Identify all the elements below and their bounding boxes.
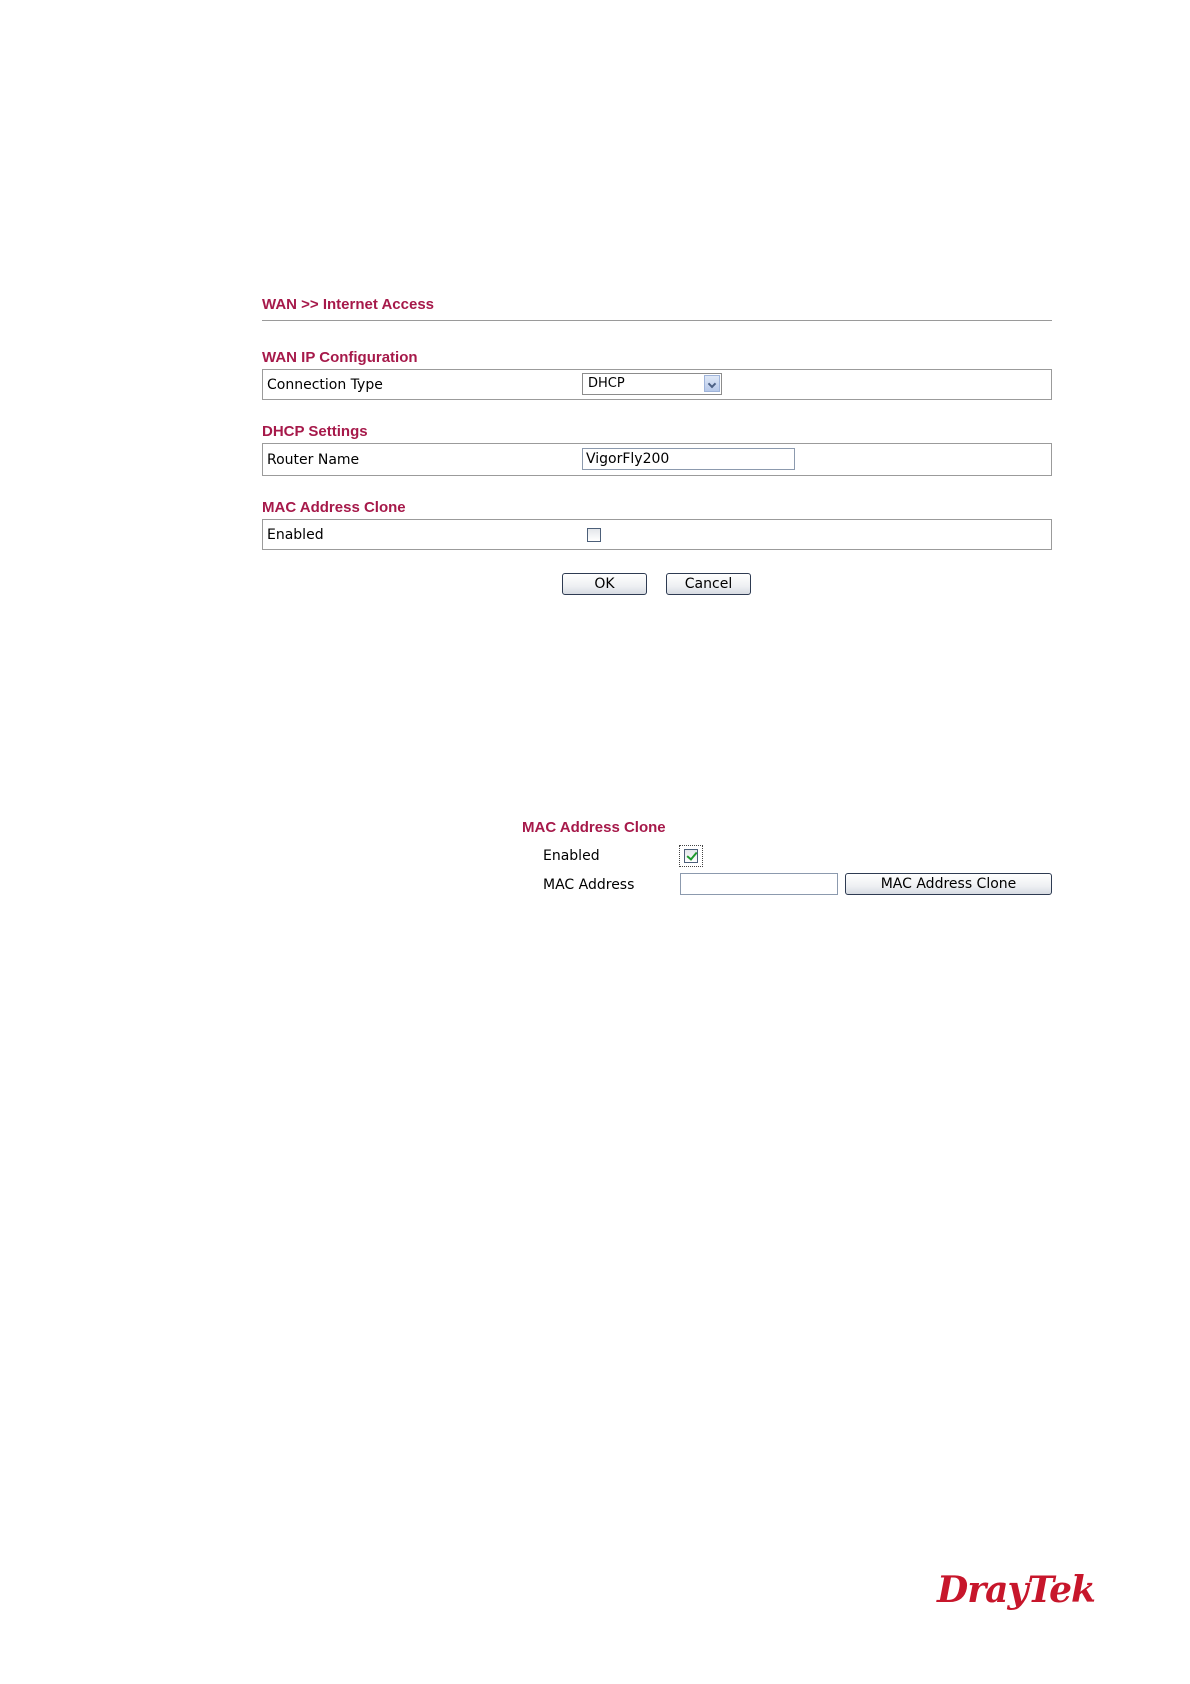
cancel-button[interactable]: Cancel	[666, 573, 751, 595]
mac-clone-enabled-label: Enabled	[267, 527, 324, 543]
connection-type-value: DHCP	[588, 376, 625, 391]
chevron-down-icon[interactable]	[704, 375, 720, 392]
connection-type-row	[262, 369, 1052, 400]
ok-button[interactable]: OK	[562, 573, 647, 595]
mac-clone-enabled-checkbox[interactable]	[587, 528, 601, 542]
page-title: WAN >> Internet Access	[262, 296, 435, 313]
connection-type-label: Connection Type	[267, 377, 383, 393]
mac-clone-row	[262, 519, 1052, 550]
router-name-input[interactable]	[582, 448, 795, 470]
mac-address-clone-button[interactable]: MAC Address Clone	[845, 873, 1052, 895]
title-divider	[262, 320, 1052, 321]
router-name-row	[262, 443, 1052, 476]
mac-clone-expanded-heading: MAC Address Clone	[522, 819, 666, 836]
router-name-label: Router Name	[267, 452, 360, 468]
mac-clone-expanded-enabled-label: Enabled	[543, 848, 600, 864]
mac-address-label: MAC Address	[543, 877, 635, 893]
connection-type-select[interactable]	[582, 373, 722, 395]
mac-clone-heading: MAC Address Clone	[262, 499, 406, 516]
mac-address-input[interactable]	[680, 873, 838, 895]
wan-ip-heading: WAN IP Configuration	[262, 349, 418, 366]
draytek-logo: DrayTek	[937, 1569, 1095, 1611]
dhcp-settings-heading: DHCP Settings	[262, 423, 368, 440]
mac-clone-expanded-enabled-checkbox[interactable]	[684, 849, 698, 863]
